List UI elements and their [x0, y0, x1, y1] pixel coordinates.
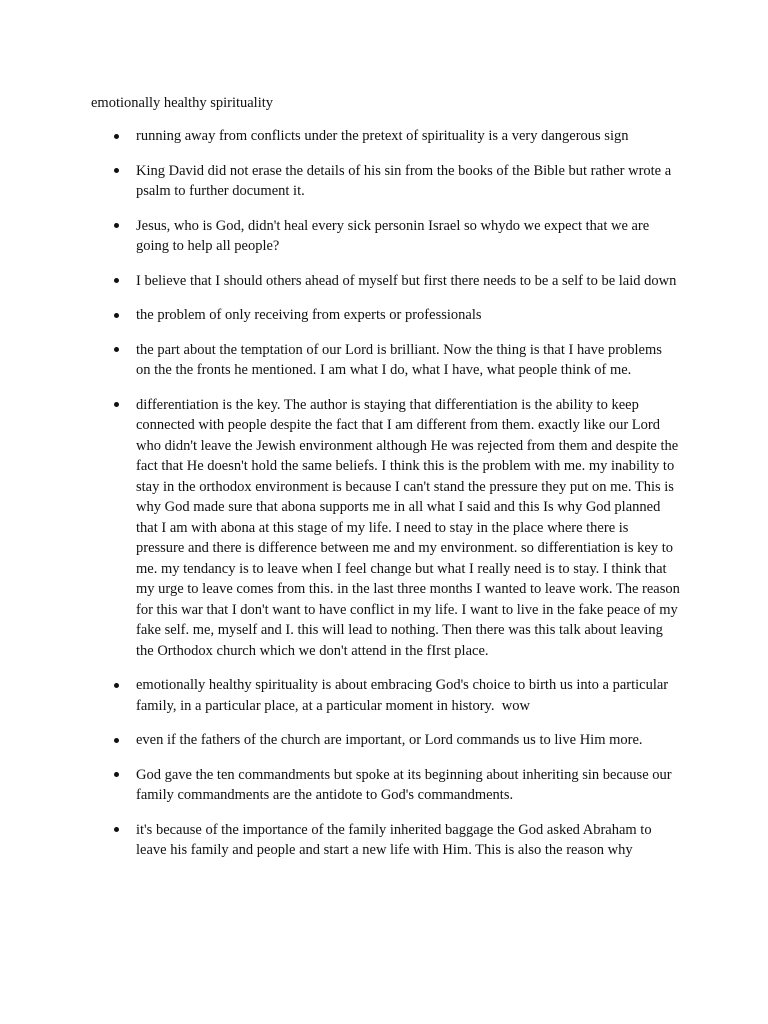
list-item-text: emotionally healthy spirituality is about embracing God's choice to birth us into a particular family, in a particular place, at a particular moment in history. wow [136, 677, 672, 714]
notes-bullet-list [0, 126, 768, 875]
bullet-icon [114, 772, 119, 777]
list-item-text: King David did not erase the details of his sin from the books of the Bible but rather wrote a psalm to further document it. [136, 162, 675, 199]
list-item-text: the problem of only receiving from experts or professionals [136, 307, 482, 323]
list-item-text: the part about the temptation of our Lord is brilliant. Now the thing is that I have problems on the the fronts he mentioned. I am what I do, what I have, what people think of me. [136, 341, 666, 378]
bullet-icon [114, 168, 119, 173]
list-item [0, 216, 680, 257]
list-item [0, 305, 680, 326]
bullet-icon [114, 827, 119, 832]
list-item [0, 126, 680, 147]
bullet-icon [114, 223, 119, 228]
list-item-text: I believe that I should others ahead of myself but first there needs to be a self to be laid down [136, 272, 677, 289]
list-item-text: God gave the ten commandments but spoke at its beginning about inheriting sin because our family commandments are the antidote to God's commandments. [136, 766, 676, 803]
list-item [0, 161, 680, 202]
list-item-text: differentiation is the key. The author is staying that differentiation is the ability to keep connected with people despite the fact that I am different from them. exactly like our Lord who didn't leave the Jewish environment although He was rejected from them and despite the fact that He doesn't hold the same beliefs. I think this is the problem with me. my inability to stay in the orthodox environment is because I can't stand the pressure they put on me. This is why God made sure that abona supports me in all what I said and this Is why God planned that I am with abona at this stage of my life. I need to stay in the place where there is pressure and there is difference between me and my environment. so differentiation is key to me. my tendancy is to leave when I feel change but what I really need is to stay. I think that my urge to leave comes from this. in the last three months I wanted to leave work. The reason for this war that I don't want to have conflict in my life. I want to live in the fake peace of my fake self. me, myself and I. this will lead to nothing. Then there was this talk about leaving the Orthodox church which we don't attend in the fIrst place. [136, 396, 684, 659]
list-item-text: running away from conflicts under the pretext of spirituality is a very dangerous sign [136, 128, 629, 144]
list-item-text: Jesus, who is God, didn't heal every sick personin Israel so whydo we expect that we are going to help all people? [136, 217, 653, 254]
bullet-icon [114, 738, 119, 743]
document-title: emotionally healthy spirituality [91, 95, 274, 111]
bullet-icon [114, 402, 119, 407]
bullet-icon [114, 347, 119, 352]
list-item [0, 675, 680, 716]
list-item [0, 730, 680, 751]
bullet-icon [114, 278, 119, 283]
list-item [0, 765, 680, 806]
list-item [0, 820, 680, 861]
list-item-text: it's because of the importance of the family inherited baggage the God asked Abraham to leave his family and people and start a new life with Him. This is also the reason why [136, 821, 656, 858]
list-item-text: even if the fathers of the church are important, or Lord commands us to live Him more. [136, 732, 643, 748]
list-item [0, 395, 684, 662]
bullet-icon [114, 683, 119, 688]
list-item [0, 340, 680, 381]
list-item [0, 271, 680, 292]
bullet-icon [114, 134, 119, 139]
bullet-icon [114, 313, 119, 318]
